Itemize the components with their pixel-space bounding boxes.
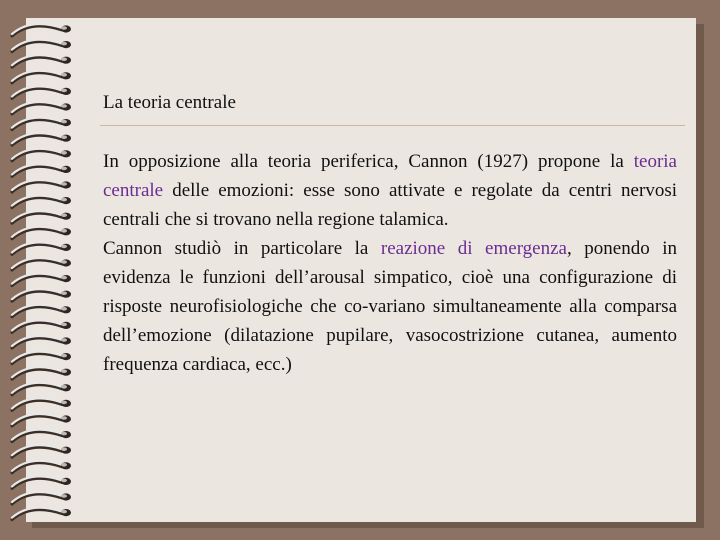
binding-ring xyxy=(12,508,71,520)
binding-ring xyxy=(12,492,71,504)
binding-ring xyxy=(12,461,71,473)
slide-title: La teoria centrale xyxy=(103,92,236,113)
binding-ring xyxy=(12,118,71,130)
binding-ring xyxy=(12,180,71,192)
binding-ring xyxy=(12,476,71,488)
binding-ring xyxy=(12,211,71,223)
binding-ring xyxy=(12,430,71,442)
paragraph-1: In opposizione alla teoria periferica, Cannon (1927) propone la teoria centrale delle emozioni: esse sono attivate e regolate da centri nervosi centrali che si trovano nella regione talamica. xyxy=(103,151,677,230)
binding-ring xyxy=(12,414,71,426)
binding-ring xyxy=(12,196,71,208)
binding-ring xyxy=(12,274,71,286)
binding-ring xyxy=(12,86,71,98)
binding-ring xyxy=(12,258,71,270)
binding-ring xyxy=(12,55,71,67)
highlight-teoria-centrale: teoria centrale xyxy=(103,151,677,201)
binding-ring xyxy=(12,149,71,161)
binding-ring xyxy=(12,383,71,395)
title-divider xyxy=(100,125,685,126)
binding-ring xyxy=(12,336,71,348)
binding-ring xyxy=(12,40,71,52)
binding-ring xyxy=(12,71,71,83)
paragraph-2: Cannon studiò in particolare la reazione di emergenza, ponendo in evidenza le funzioni dell’arousal simpatico, cioè una configurazione di risposte neurofisiologiche che co-variano simultaneamente alla comparsa dell’emozione (dilatazione pupilare, vasocostrizione cutanea, aumento frequenza cardiaca, ecc.) xyxy=(103,238,677,375)
binding-ring xyxy=(12,164,71,176)
binding-ring xyxy=(12,289,71,301)
binding-ring xyxy=(12,24,71,36)
binding-ring xyxy=(12,305,71,317)
binding-ring xyxy=(12,227,71,239)
binding-ring xyxy=(12,102,71,114)
binding-ring xyxy=(12,352,71,364)
highlight-reazione-di-emergenza: reazione di emergenza xyxy=(380,238,567,259)
binding-ring xyxy=(12,133,71,145)
binding-ring xyxy=(12,367,71,379)
binding-ring xyxy=(12,445,71,457)
slide-body xyxy=(103,147,677,379)
spiral-binding-icon xyxy=(0,0,90,540)
binding-ring xyxy=(12,398,71,410)
binding-ring xyxy=(12,320,71,332)
binding-ring xyxy=(12,242,71,254)
